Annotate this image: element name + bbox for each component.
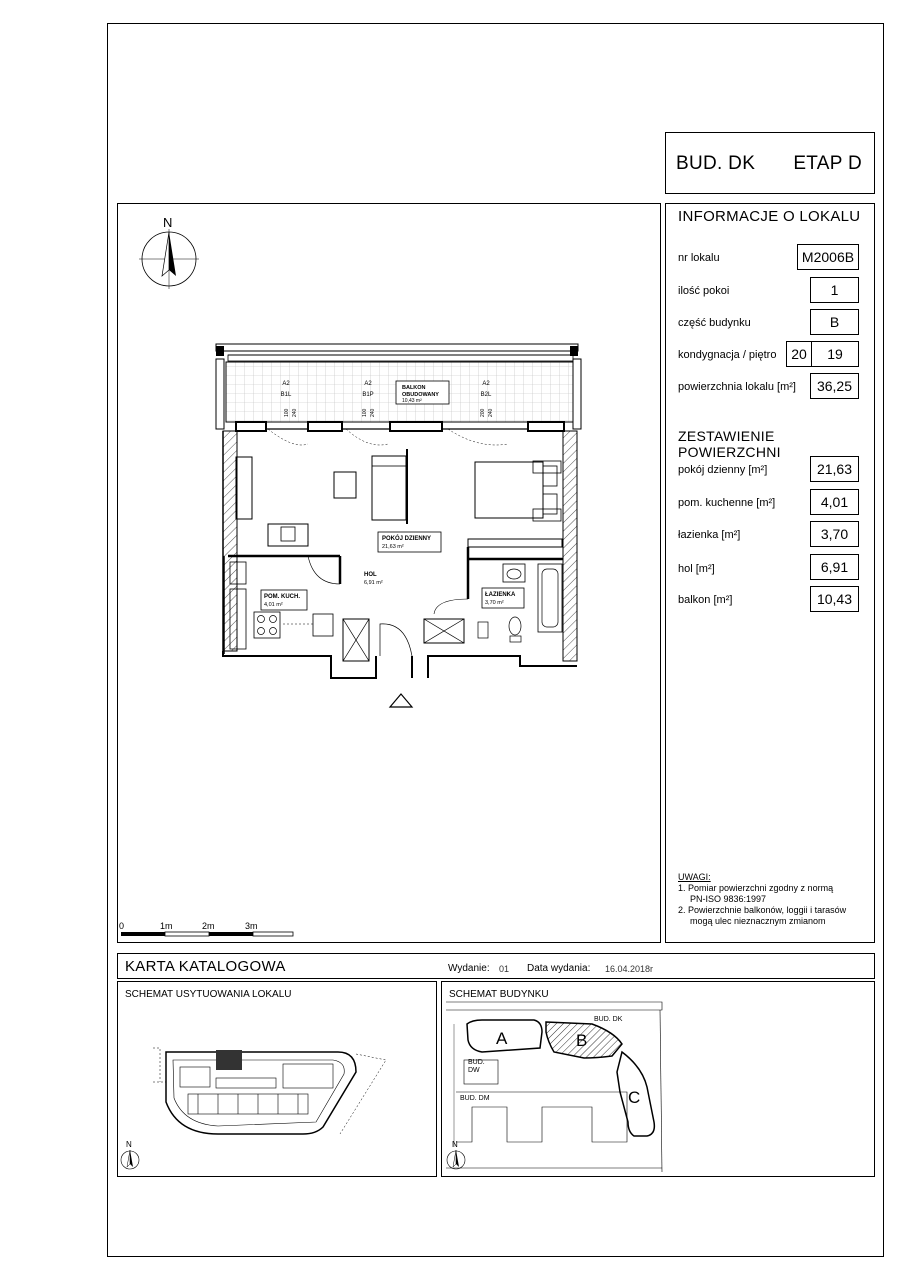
svg-text:A2: A2	[282, 381, 290, 387]
rooms-count-value: 1	[810, 277, 859, 303]
notes	[678, 872, 868, 927]
svg-text:240: 240	[370, 408, 376, 417]
svg-text:100: 100	[362, 408, 368, 417]
edition-label: Wydanie:	[448, 963, 490, 974]
floor-value: 19	[811, 341, 859, 367]
svg-text:N: N	[126, 1140, 132, 1149]
living-area-label: pokój dzienny [m²]	[678, 464, 768, 476]
svg-text:OBUDOWANY: OBUDOWANY	[402, 392, 439, 398]
floor-label: kondygnacja / piętro	[678, 349, 777, 361]
svg-text:POKÓJ DZIENNY: POKÓJ DZIENNY	[382, 536, 432, 542]
building-schema-north-icon	[447, 1140, 465, 1169]
balcony-label	[396, 381, 449, 404]
location-schema-title: SCHEMAT USYTUOWANIA LOKALU	[125, 989, 292, 1000]
building-schema-panel	[441, 981, 875, 1177]
building-schema-drawing	[442, 982, 876, 1178]
svg-text:1m: 1m	[160, 921, 173, 931]
svg-text:B1P: B1P	[362, 392, 374, 398]
date-value: 16.04.2018r	[605, 964, 654, 974]
floor-plan-drawing	[118, 204, 662, 944]
storey-value: 20	[786, 341, 812, 367]
entrance-marker-icon	[390, 694, 412, 707]
svg-text:B2L: B2L	[480, 392, 492, 398]
date-label: Data wydania:	[527, 963, 591, 974]
svg-text:HOL: HOL	[364, 572, 377, 578]
kitchen-label	[261, 590, 307, 610]
living-room-label	[378, 532, 441, 552]
areas-title: ZESTAWIENIE POWIERZCHNI	[678, 428, 781, 460]
bud-dm-label: BUD. DM	[460, 1095, 490, 1102]
building-b-label: B	[576, 1031, 588, 1050]
svg-text:240: 240	[488, 408, 494, 417]
svg-text:BALKON: BALKON	[402, 385, 426, 391]
note-2-cont: mogą ulec nieznacznym zmianom	[690, 916, 826, 926]
building-a-label: A	[496, 1029, 508, 1048]
svg-text:3,70 m²: 3,70 m²	[485, 600, 504, 606]
note-2: 2. Powierzchnie balkonów, loggii i tarasów	[678, 905, 847, 915]
svg-text:B1L: B1L	[280, 392, 292, 398]
hall-label	[364, 572, 383, 586]
balcony-area-label: balkon [m²]	[678, 594, 733, 606]
svg-text:A2: A2	[482, 381, 490, 387]
note-1: 1. Pomiar powierzchni zgodny z normą	[678, 883, 834, 893]
scale-bar	[119, 921, 293, 936]
unit-area-label: powierzchnia lokalu [m²]	[678, 381, 796, 393]
bathroom-label	[482, 588, 524, 608]
bathroom-area-label: łazienka [m²]	[678, 529, 741, 541]
schema-north-icon	[121, 1140, 139, 1169]
building-part-label: część budynku	[678, 317, 751, 329]
svg-text:3m: 3m	[245, 921, 258, 931]
building-schema-title: SCHEMAT BUDYNKU	[449, 989, 549, 1000]
unit-info-title: INFORMACJE O LOKALU	[678, 208, 861, 225]
compass-north-label: N	[163, 215, 173, 230]
unit-number-label: nr lokalu	[678, 252, 720, 264]
svg-text:100: 100	[284, 408, 290, 417]
living-area-value: 21,63	[810, 456, 859, 482]
svg-text:6,91 m²: 6,91 m²	[364, 580, 383, 586]
rooms-count-label: ilość pokoi	[678, 285, 730, 297]
svg-text:ŁAZIENKA: ŁAZIENKA	[485, 592, 516, 598]
building-part-value: B	[810, 309, 859, 335]
north-compass-icon	[139, 215, 199, 289]
floor-plan-panel	[117, 203, 661, 943]
catalogue-header	[117, 953, 875, 979]
svg-text:2m: 2m	[202, 921, 215, 931]
ventilation-shaft	[343, 619, 369, 661]
unit-area-value: 36,25	[810, 373, 859, 399]
location-schema-drawing	[118, 982, 438, 1178]
stage-name: ETAP D	[793, 153, 862, 174]
building-c-label: C	[628, 1088, 641, 1107]
installation-shaft	[424, 619, 464, 643]
bud-dk-label: BUD. DK	[594, 1016, 623, 1023]
hall-area-value: 6,91	[810, 554, 859, 580]
balcony-area-value: 10,43	[810, 586, 859, 612]
notes-title: UWAGI:	[678, 872, 711, 882]
svg-text:A2: A2	[364, 381, 372, 387]
svg-text:200: 200	[480, 408, 486, 417]
unit-info-panel	[665, 203, 875, 943]
location-schema-panel	[117, 981, 437, 1177]
svg-text:4,01 m²: 4,01 m²	[264, 602, 283, 608]
svg-text:N: N	[452, 1140, 458, 1149]
building-header	[665, 132, 875, 194]
unit-number-value: M2006B	[797, 244, 859, 270]
svg-text:0: 0	[119, 921, 125, 931]
catalogue-title: KARTA KATALOGOWA	[125, 958, 286, 975]
svg-text:21,63 m²: 21,63 m²	[382, 544, 404, 550]
hall-area-label: hol [m²]	[678, 563, 715, 575]
kitchen-area-label: pom. kuchenne [m²]	[678, 497, 776, 509]
bathroom-area-value: 3,70	[810, 521, 859, 547]
svg-text:240: 240	[292, 408, 298, 417]
building-name: BUD. DK	[676, 153, 756, 174]
note-1-cont: PN-ISO 9836:1997	[690, 894, 767, 904]
bud-dw-label-2: DW	[468, 1067, 480, 1074]
edition-value: 01	[499, 964, 510, 974]
svg-text:10,43 m²: 10,43 m²	[402, 398, 422, 404]
bud-dw-label-1: BUD.	[468, 1059, 485, 1066]
svg-text:POM. KUCH.: POM. KUCH.	[264, 594, 300, 600]
kitchen-area-value: 4,01	[810, 489, 859, 515]
